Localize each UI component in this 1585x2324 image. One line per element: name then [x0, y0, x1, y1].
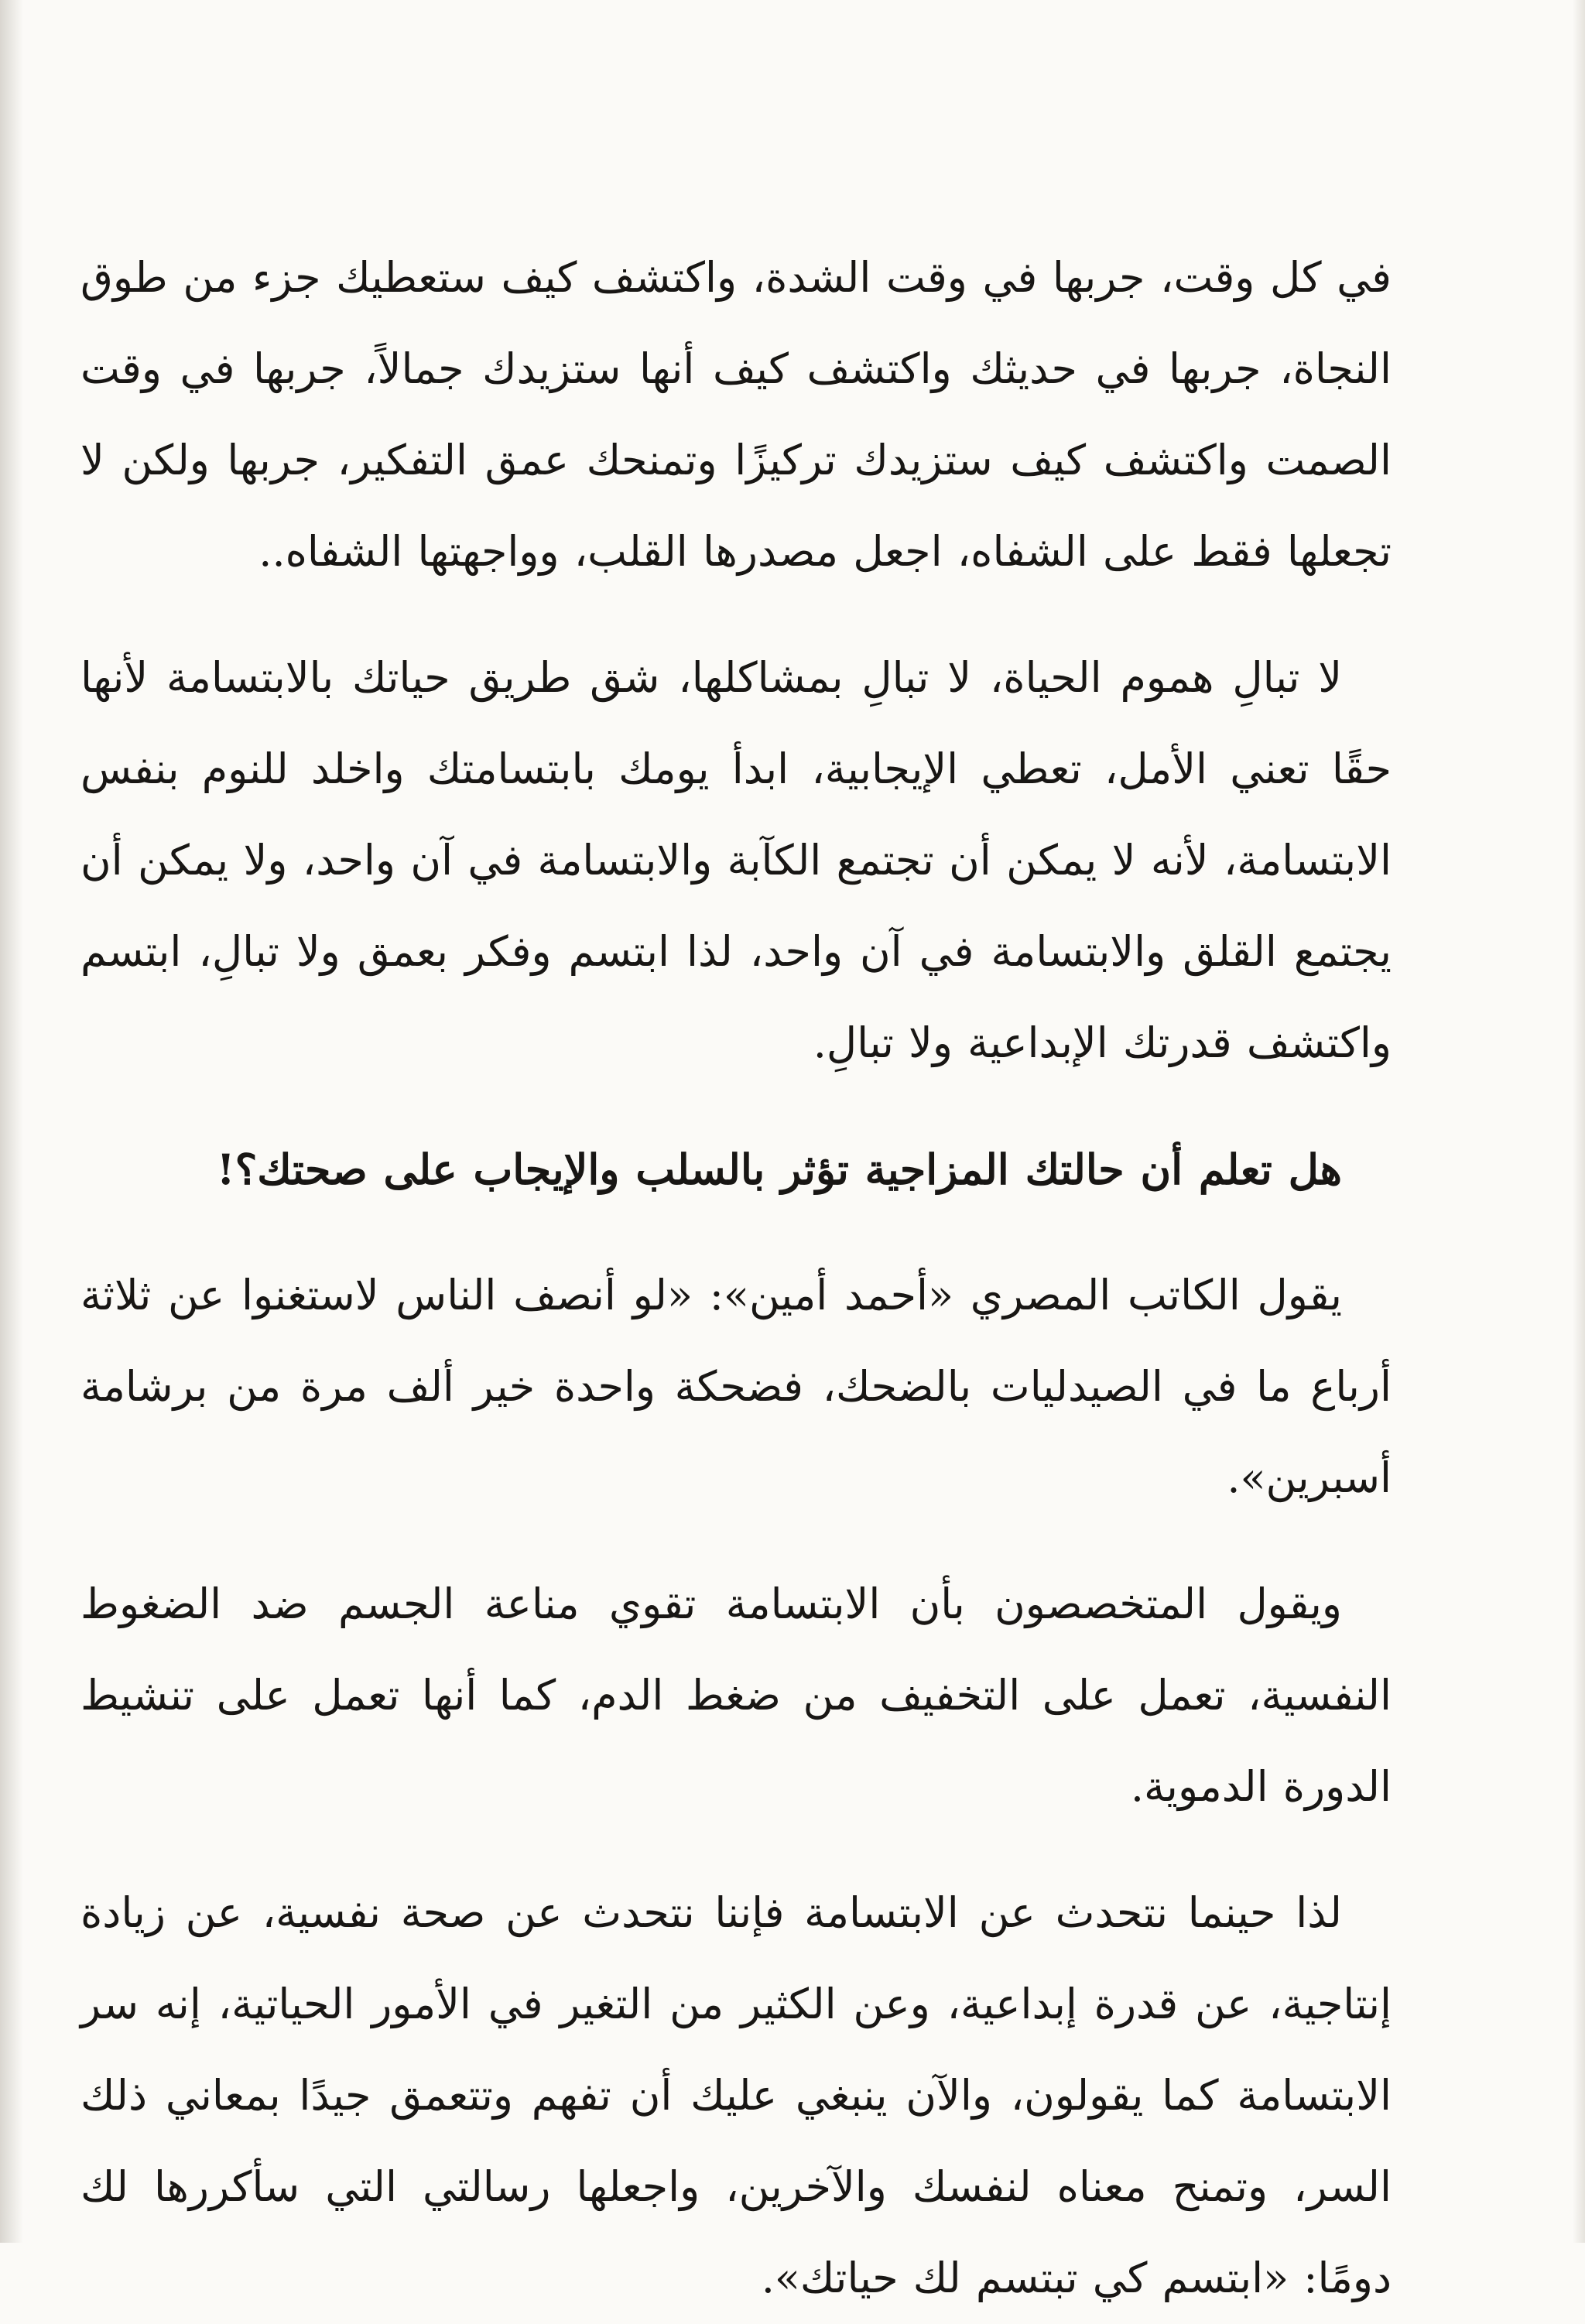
paragraph-3-question: هل تعلم أن حالتك المزاجية تؤثر بالسلب والإيجاب على صحتك؟! [216, 1145, 1342, 1194]
paragraph-6: لذا حينما نتحدث عن الابتسامة فإننا نتحدث عن صحة نفسية، عن زيادة إنتاجية، عن قدرة إبداعية، وعن الكثير من التغير في الأمور الحياتية، إنه سر الابتسامة كما يقولون، والآن ينبغي عليك أن تفهم وتتعمق جيدًا بمعاني ذلك السر، وتمنح معناه لنفسك والآخرين، واجعلها رسالتي التي سأكررها لك دومًا: «ابتسم كي تبتسم لك حياتك». [80, 1888, 1392, 2302]
scan-left-shadow [0, 0, 23, 2243]
page-number [1300, 2090, 1401, 2136]
page-body [80, 232, 1392, 2302]
scan-right-edge [1573, 0, 1585, 2243]
header-crop-mask [1114, 91, 1393, 118]
paragraph-4-quote: يقول الكاتب المصري «أحمد أمين»: «لو أنصف الناس لاستغنوا عن ثلاثة أرباع ما في الصيدليات بالضحك، فضحكة واحدة خير ألف مرة من برشامة أسبرين». [80, 1271, 1392, 1502]
paragraph-5: ويقول المتخصصون بأن الابتسامة تقوي مناعة الجسم ضد الضغوط النفسية، تعمل على التخفيف من ضغط الدم، كما أنها تعمل على تنشيط الدورة الدموية. [80, 1580, 1392, 1811]
paragraph-2: لا تبالِ هموم الحياة، لا تبالِ بمشاكلها، شق طريق حياتك بالابتسامة لأنها حقًا تعني الأمل، تعطي الإيجابية، ابدأ يومك بابتسامتك واخلد للنوم بنفس الابتسامة، لأنه لا يمكن أن تجتمع الكآبة والابتسامة في آن واحد، ولا يمكن أن يجتمع القلق والابتسامة في آن واحد، لذا ابتسم وفكر بعمق ولا تبالِ، ابتسم واكتشف قدرتك الإبداعية ولا تبالِ. [80, 653, 1392, 1067]
paragraph-1: في كل وقت، جربها في وقت الشدة، واكتشف كيف ستعطيك جزء من طوق النجاة، جربها في حديثك واكتشف كيف أنها ستزيدك جمالاً، جربها في وقت الصمت واكتشف كيف ستزيدك تركيزًا وتمنحك عمق التفكير، جربها ولكن لا تجعلها فقط على الشفاه، اجعل مصدرها القلب، وواجهتها الشفاه.. [80, 253, 1392, 576]
